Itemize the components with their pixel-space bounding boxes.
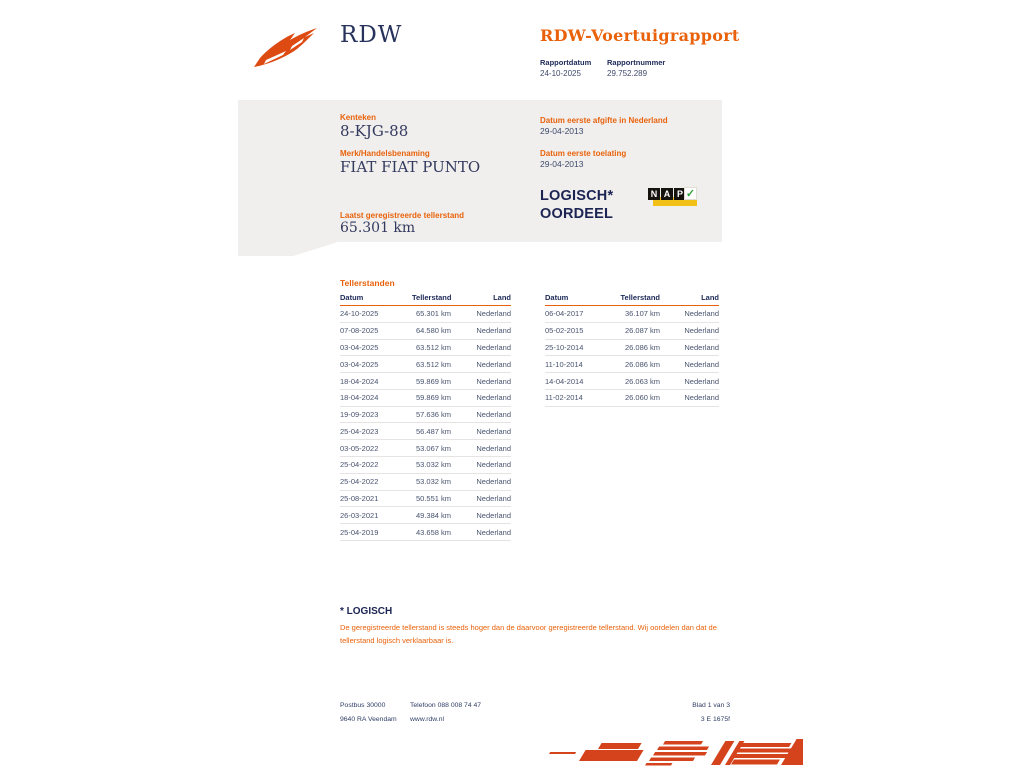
column-header-land: Land bbox=[455, 291, 511, 306]
table-row bbox=[545, 322, 719, 339]
table-row bbox=[545, 339, 719, 356]
column-header-datum: Datum bbox=[340, 291, 412, 306]
table-cell: 26.086 km bbox=[615, 356, 664, 373]
page-title: RDW-Voertuigrapport bbox=[540, 26, 740, 45]
table-cell: Nederland bbox=[455, 339, 511, 356]
nap-letter-a: A bbox=[661, 188, 673, 200]
table-cell: Nederland bbox=[455, 473, 511, 490]
table-cell: Nederland bbox=[455, 423, 511, 440]
table-cell: 26-03-2021 bbox=[340, 507, 412, 524]
table-cell: 19-09-2023 bbox=[340, 406, 412, 423]
table-cell: Nederland bbox=[455, 373, 511, 390]
tellerstanden-table-left bbox=[340, 291, 511, 541]
table-row bbox=[340, 322, 511, 339]
table-cell: Nederland bbox=[455, 490, 511, 507]
table-cell: Nederland bbox=[455, 356, 511, 373]
footer-website: www.rdw.nl bbox=[410, 716, 444, 723]
table-cell: Nederland bbox=[455, 440, 511, 457]
merk-label: Merk/Handelsbenaming bbox=[340, 149, 430, 158]
table-cell: 25-04-2022 bbox=[340, 473, 412, 490]
table-row bbox=[340, 490, 511, 507]
table-row bbox=[340, 423, 511, 440]
table-cell: Nederland bbox=[455, 507, 511, 524]
table-cell: Nederland bbox=[664, 389, 719, 406]
table-cell: Nederland bbox=[664, 322, 719, 339]
table-row bbox=[545, 306, 719, 323]
table-row bbox=[545, 389, 719, 406]
table-cell: 56.487 km bbox=[412, 423, 455, 440]
table-row bbox=[340, 339, 511, 356]
rdw-wing-logo-icon bbox=[252, 26, 332, 70]
table-row bbox=[340, 457, 511, 474]
table-cell: 11-02-2014 bbox=[545, 389, 615, 406]
merk-value: FIAT FIAT PUNTO bbox=[340, 158, 481, 176]
table-cell: 64.580 km bbox=[412, 322, 455, 339]
table-row bbox=[340, 373, 511, 390]
table-cell: 36.107 km bbox=[615, 306, 664, 323]
tellerstand-value: 65.301 km bbox=[340, 220, 416, 236]
logisch-note-heading: * LOGISCH bbox=[340, 606, 393, 617]
table-cell: Nederland bbox=[455, 306, 511, 323]
table-cell: Nederland bbox=[455, 457, 511, 474]
kenteken-label: Kenteken bbox=[340, 113, 377, 122]
table-cell: 59.869 km bbox=[412, 389, 455, 406]
table-cell: 25-04-2022 bbox=[340, 457, 412, 474]
table-cell: 26.087 km bbox=[615, 322, 664, 339]
rdw-wordmark: RDW bbox=[340, 22, 403, 48]
column-header-tellerstand: Tellerstand bbox=[615, 291, 664, 306]
table-cell: 53.067 km bbox=[412, 440, 455, 457]
eerste-afgifte-label: Datum eerste afgifte in Nederland bbox=[540, 116, 668, 125]
footer-address-line2: 9640 RA Veendam bbox=[340, 716, 397, 723]
table-cell: 43.658 km bbox=[412, 524, 455, 541]
report-date-label: Rapportdatum bbox=[540, 58, 592, 67]
nap-letter-n: N bbox=[648, 188, 660, 200]
table-cell: 26.086 km bbox=[615, 339, 664, 356]
table-cell: 11-10-2014 bbox=[545, 356, 615, 373]
table-row bbox=[340, 524, 511, 541]
table-cell: Nederland bbox=[455, 389, 511, 406]
report-date-value: 24-10-2025 bbox=[540, 69, 581, 78]
table-cell: 50.551 km bbox=[412, 490, 455, 507]
column-header-datum: Datum bbox=[545, 291, 615, 306]
table-cell: 03-04-2025 bbox=[340, 356, 412, 373]
footer-address-line1: Postbus 30000 bbox=[340, 702, 386, 709]
report-number-label: Rapportnummer bbox=[607, 58, 666, 67]
table-cell: 25-10-2014 bbox=[545, 339, 615, 356]
nap-logo bbox=[648, 186, 698, 208]
table-row bbox=[340, 306, 511, 323]
table-cell: 65.301 km bbox=[412, 306, 455, 323]
table-cell: 18-04-2024 bbox=[340, 389, 412, 406]
table-cell: 05-02-2015 bbox=[545, 322, 615, 339]
table-cell: Nederland bbox=[664, 339, 719, 356]
table-cell: Nederland bbox=[455, 322, 511, 339]
table-cell: 63.512 km bbox=[412, 356, 455, 373]
eerste-toelating-value: 29-04-2013 bbox=[540, 159, 584, 169]
table-cell: 14-04-2014 bbox=[545, 373, 615, 390]
tellerstand-label: Laatst geregistreerde tellerstand bbox=[340, 211, 465, 220]
table-header-row bbox=[340, 291, 511, 306]
table-cell: 25-04-2023 bbox=[340, 423, 412, 440]
table-cell: 59.869 km bbox=[412, 373, 455, 390]
table-row bbox=[545, 356, 719, 373]
footer-form-code: 3 E 1675f bbox=[700, 716, 730, 723]
table-row bbox=[340, 507, 511, 524]
rdw-stripes-decoration-icon bbox=[543, 736, 803, 768]
table-header-row bbox=[545, 291, 719, 306]
table-cell: 53.032 km bbox=[412, 457, 455, 474]
kenteken-value: 8-KJG-88 bbox=[340, 122, 409, 140]
oordeel-line1: LOGISCH* bbox=[540, 188, 614, 204]
column-header-land: Land bbox=[664, 291, 719, 306]
logisch-note-body: De geregistreerde tellerstand is steeds hoger dan de daarvoor geregistreerde tellerstand. Wij oordelen dan dat de tellerstand logisch verklaarbaar is. bbox=[340, 623, 717, 645]
table-cell: 18-04-2024 bbox=[340, 373, 412, 390]
footer-page-number: Blad 1 van 3 bbox=[692, 702, 730, 709]
table-cell: 49.384 km bbox=[412, 507, 455, 524]
table-cell: 26.060 km bbox=[615, 389, 664, 406]
table-cell: 03-04-2025 bbox=[340, 339, 412, 356]
nap-check-icon: ✓ bbox=[685, 188, 696, 200]
table-row bbox=[340, 406, 511, 423]
table-cell: Nederland bbox=[664, 306, 719, 323]
table-cell: 07-08-2025 bbox=[340, 322, 412, 339]
oordeel-verdict bbox=[540, 187, 613, 223]
table-cell: 26.063 km bbox=[615, 373, 664, 390]
eerste-afgifte-value: 29-04-2013 bbox=[540, 126, 584, 136]
table-cell: 53.032 km bbox=[412, 473, 455, 490]
report-number-value: 29.752.289 bbox=[607, 69, 648, 78]
oordeel-line2: OORDEEL bbox=[540, 206, 614, 222]
tellerstanden-table-right bbox=[545, 291, 719, 407]
table-cell: 24-10-2025 bbox=[340, 306, 412, 323]
table-row bbox=[340, 440, 511, 457]
table-cell: Nederland bbox=[455, 406, 511, 423]
nap-letter-p: P bbox=[674, 188, 686, 200]
tellerstanden-title: Tellerstanden bbox=[340, 278, 395, 288]
table-cell: Nederland bbox=[664, 356, 719, 373]
eerste-toelating-label: Datum eerste toelating bbox=[540, 149, 627, 158]
table-cell: 03-05-2022 bbox=[340, 440, 412, 457]
table-cell: 57.636 km bbox=[412, 406, 455, 423]
table-row bbox=[340, 389, 511, 406]
table-row bbox=[340, 356, 511, 373]
table-cell: 63.512 km bbox=[412, 339, 455, 356]
footer-phone: Telefoon 088 008 74 47 bbox=[410, 702, 482, 709]
table-cell: Nederland bbox=[455, 524, 511, 541]
table-cell: 06-04-2017 bbox=[545, 306, 615, 323]
table-cell: 25-04-2019 bbox=[340, 524, 412, 541]
table-row bbox=[545, 373, 719, 390]
table-row bbox=[340, 473, 511, 490]
table-cell: Nederland bbox=[664, 373, 719, 390]
table-cell: 25-08-2021 bbox=[340, 490, 412, 507]
column-header-tellerstand: Tellerstand bbox=[412, 291, 455, 306]
